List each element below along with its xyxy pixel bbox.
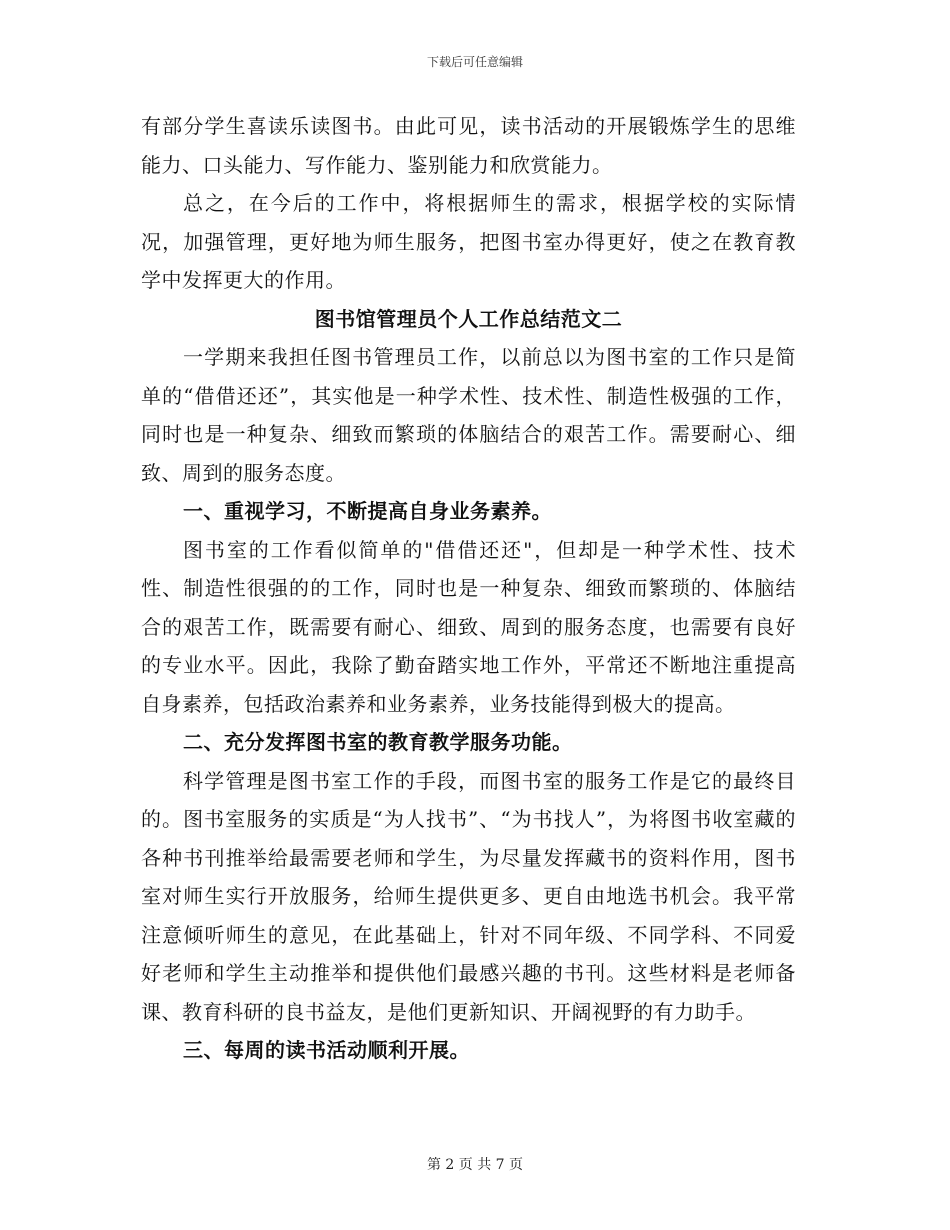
section-heading-2: 二、充分发挥图书室的教育教学服务功能。: [183, 730, 573, 754]
paragraph-conclusion: 总之，在今后的工作中，将根据师生的需求，根据学校的实际情况，加强管理，更好地为师生服务，把图书室办得更好，使之在教育教学中发挥更大的作用。: [141, 191, 796, 292]
section-heading-1: 一、重视学习，不断提高自身业务素养。: [183, 499, 552, 523]
paragraph-section-2: 科学管理是图书室工作的手段，而图书室的服务工作是它的最终目的。图书室服务的实质是“为人找书”、“为书找人”，为将图书收室藏的各种书刊推举给最需要老师和学生，为尽量发挥藏书的资料作用，图书室对师生实行开放服务，给师生提供更多、更自由地选书机会。我平常注意倾听师生的意见，在此基础上，针对不同年级、不同学科、不同爱好老师和学生主动推举和提供他们最感兴趣的书刊。这些材料是老师备课、教育科研的良书益友，是他们更新知识、开阔视野的有力助手。: [141, 768, 796, 1024]
paragraph-reading-activity: 有部分学生喜读乐读图书。由此可见，读书活动的开展锻炼学生的思维能力、口头能力、写作能力、鉴别能力和欣赏能力。: [141, 114, 796, 177]
paragraph-section-1: 图书室的工作看似简单的"借借还还"，但却是一种学术性、技术性、制造性很强的的工作，同时也是一种复杂、细致而繁琐的、体脑结合的艰苦工作，既需要有耐心、细致、周到的服务态度，也需要有良好的专业水平。因此，我除了勤奋踏实地工作外，平常还不断地注重提高自身素养，包括政治素养和业务素养，业务技能得到极大的提高。: [141, 537, 796, 716]
document-title: 图书馆管理员个人工作总结范文二: [314, 306, 623, 331]
page-number: 第 2 页 共 7 页: [426, 1157, 524, 1173]
document-body: [141, 107, 796, 1070]
paragraph-intro: 一学期来我担任图书管理员工作，以前总以为图书室的工作只是简单的“借借还还”，其实他是一种学术性、技术性、制造性极强的工作，同时也是一种复杂、细致而繁琐的体脑结合的艰苦工作。需要耐心、细致、周到的服务态度。: [141, 345, 796, 485]
section-heading-3: 三、每周的读书活动顺利开展。: [183, 1038, 470, 1062]
page-header: 下载后可任意编辑: [426, 55, 523, 69]
